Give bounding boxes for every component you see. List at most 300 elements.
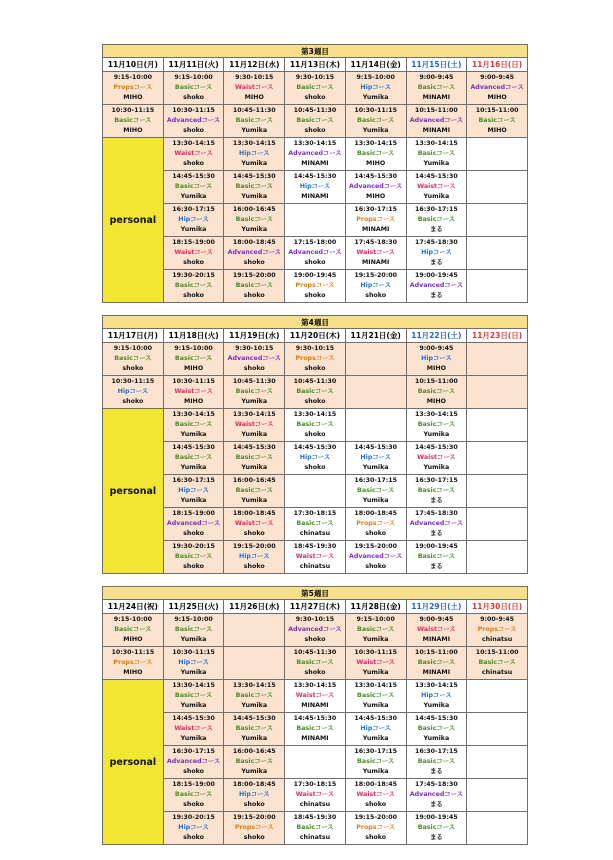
class-course: Advancedコース [166,758,221,765]
class-time: 10:15-11:00 [475,107,519,114]
class-time: 14:45-15:30 [293,444,337,451]
class-time: 13:30-14:15 [232,682,276,689]
class-course: Propsコース [295,282,335,289]
class-course: Waistコース [174,150,213,157]
class-course: Basicコース [357,487,395,494]
class-time: 16:30-17:15 [172,477,215,484]
class-time: 10:15-11:00 [415,378,458,385]
day-header: 11月30日(日) [467,600,528,614]
class-slot[interactable] [345,812,406,845]
class-time: 13:30-14:15 [354,140,398,147]
class-slot[interactable] [406,779,467,812]
class-instructor: MIHO [123,636,143,643]
class-time: 16:30-17:15 [415,206,458,213]
class-course: Hipコース [239,553,270,560]
empty-slot [224,614,285,647]
empty-slot [467,171,528,204]
class-slot[interactable] [163,508,224,541]
class-time: 19:00-19:45 [415,272,458,279]
class-course: Advancedコース [227,249,281,256]
class-time: 16:30-17:15 [354,477,398,484]
class-slot[interactable] [224,138,285,171]
day-header: 11月26日(水) [224,600,285,614]
class-slot[interactable] [345,204,406,237]
class-slot[interactable] [285,779,346,812]
class-time: 10:15-11:00 [475,649,519,656]
class-slot[interactable] [224,204,285,237]
class-slot[interactable] [285,508,346,541]
class-course: Basicコース [357,692,395,699]
class-slot[interactable] [406,409,467,442]
class-slot[interactable] [406,680,467,713]
class-instructor: MIHO [123,94,143,101]
class-time: 9:15-10:00 [113,345,153,352]
class-time: 10:15-11:00 [415,649,458,656]
class-slot[interactable] [406,343,467,376]
class-course: Propsコース [477,626,517,633]
class-instructor: shoko [304,636,326,643]
class-slot[interactable] [224,779,285,812]
class-slot[interactable] [224,746,285,779]
class-slot[interactable] [406,812,467,845]
class-instructor: chinatsu [481,636,513,643]
class-instructor: shoko [183,94,204,101]
class-slot[interactable] [163,614,224,647]
class-slot[interactable] [345,171,406,204]
class-instructor: MINAMI [422,94,451,101]
class-time: 14:45-15:30 [354,444,398,451]
class-time: 14:45-15:30 [232,444,276,451]
day-header: 11月22日(土) [406,329,467,343]
class-time: 10:45-11:30 [293,107,337,114]
class-slot[interactable] [103,647,164,680]
class-slot[interactable] [345,647,406,680]
class-slot[interactable] [285,812,346,845]
day-header: 11月14日(金) [345,58,406,72]
class-time: 18:00-18:45 [354,510,398,517]
class-slot[interactable] [467,72,528,105]
class-course: Basicコース [114,355,152,362]
class-course: Basicコース [417,150,455,157]
class-instructor: Yumika [241,464,268,471]
class-slot[interactable] [224,812,285,845]
class-slot[interactable] [406,376,467,409]
class-course: Basicコース [235,216,273,223]
class-time: 16:00-16:45 [232,477,276,484]
class-instructor: shoko [122,365,144,372]
class-slot[interactable] [345,508,406,541]
class-time: 13:30-14:15 [415,411,458,418]
class-time: 18:15-19:00 [172,781,215,788]
class-slot[interactable] [103,614,164,647]
class-time: 19:00-19:45 [415,543,458,550]
week-title: 第3週目 [103,45,528,58]
class-course: Waistコース [235,520,274,527]
class-course: Basicコース [296,421,334,428]
class-course: Advancedコース [470,84,524,91]
class-time: 13:30-14:15 [415,140,458,147]
class-course: Basicコース [114,626,152,633]
class-instructor: shoko [183,563,204,570]
class-course: Basicコース [174,421,213,428]
class-instructor: shoko [304,669,326,676]
class-instructor: Yumika [362,735,389,742]
class-course: Advancedコース [288,626,342,633]
day-header: 11月28日(金) [345,600,406,614]
class-instructor: Yumika [180,735,207,742]
empty-slot [224,647,285,680]
class-time: 18:45-19:30 [293,814,337,821]
class-instructor: Yumika [180,464,207,471]
class-time: 16:30-17:15 [354,206,398,213]
day-header: 11月19日(水) [224,329,285,343]
class-time: 13:30-14:15 [415,682,458,689]
class-slot[interactable] [163,647,224,680]
class-slot[interactable] [103,343,164,376]
class-slot[interactable] [406,105,467,138]
class-course: Basicコース [357,117,395,124]
class-slot[interactable] [345,541,406,574]
class-time: 13:30-14:15 [172,682,215,689]
class-slot[interactable] [163,442,224,475]
class-slot[interactable] [467,647,528,680]
class-time: 13:30-14:15 [232,411,276,418]
class-slot[interactable] [285,270,346,303]
class-slot[interactable] [345,614,406,647]
class-time: 16:30-17:15 [415,748,458,755]
class-slot[interactable] [224,541,285,574]
class-slot[interactable] [406,475,467,508]
class-instructor: MIHO [426,365,446,372]
class-course: Waistコース [356,791,395,798]
class-instructor: Yumika [241,431,268,438]
class-course: Basicコース [235,282,273,289]
class-course: Basicコース [235,388,273,395]
class-slot[interactable] [224,508,285,541]
class-time: 9:00-9:45 [480,74,515,81]
class-course: Basicコース [174,553,213,560]
class-instructor: まる [430,259,443,266]
class-time: 19:15-20:00 [232,272,276,279]
class-course: Hipコース [421,249,452,256]
class-slot[interactable] [467,105,528,138]
class-slot[interactable] [406,138,467,171]
class-time: 19:15-20:00 [232,814,276,821]
class-time: 9:15-10:00 [356,616,395,623]
class-course: Basicコース [417,659,455,666]
class-slot[interactable] [285,343,346,376]
empty-slot [467,779,528,812]
class-slot[interactable] [163,812,224,845]
class-course: Waistコース [235,84,274,91]
class-instructor: shoko [365,834,387,841]
class-instructor: まる [430,497,443,504]
class-instructor: MINAMI [301,160,329,167]
class-slot[interactable] [345,475,406,508]
class-instructor: Yumika [180,669,207,676]
class-instructor: MINAMI [361,259,390,266]
class-course: Waistコース [174,725,213,732]
day-header: 11月16日(日) [467,58,528,72]
empty-slot [467,204,528,237]
class-course: Basicコース [235,692,273,699]
class-slot[interactable] [285,614,346,647]
class-slot[interactable] [345,713,406,746]
empty-slot [345,409,406,442]
class-slot[interactable] [285,237,346,270]
class-time: 19:15-20:00 [232,543,276,550]
class-instructor: まる [430,801,443,808]
week-title: 第4週目 [103,316,528,329]
empty-slot [285,475,346,508]
class-slot[interactable] [285,105,346,138]
class-slot[interactable] [224,72,285,105]
class-course: Basicコース [174,282,213,289]
class-slot[interactable] [406,614,467,647]
class-slot[interactable] [224,343,285,376]
class-time: 10:45-11:30 [293,649,337,656]
class-course: Advancedコース [349,183,403,190]
class-course: Basicコース [417,553,455,560]
class-instructor: Yumika [180,636,207,643]
class-time: 18:00-18:45 [354,781,398,788]
class-course: Waistコース [174,388,213,395]
class-slot[interactable] [406,204,467,237]
class-slot[interactable] [285,171,346,204]
class-course: Advancedコース [288,150,342,157]
class-time: 10:15-11:00 [415,107,458,114]
class-instructor: Yumika [180,702,207,709]
class-course: Hipコース [360,84,391,91]
class-slot[interactable] [285,72,346,105]
class-instructor: MIHO [426,398,446,405]
class-instructor: MIHO [487,94,507,101]
class-course: Basicコース [478,659,516,666]
class-instructor: まる [430,226,443,233]
class-instructor: shoko [304,365,326,372]
class-course: Advancedコース [166,117,221,124]
class-course: Hipコース [239,150,270,157]
class-slot[interactable] [224,270,285,303]
class-slot[interactable] [103,72,164,105]
class-slot[interactable] [406,713,467,746]
class-slot[interactable] [345,237,406,270]
class-slot[interactable] [285,409,346,442]
class-time: 13:30-14:15 [293,682,337,689]
day-header: 11月20日(木) [285,329,346,343]
class-instructor: shoko [304,94,326,101]
class-time: 13:30-14:15 [172,140,215,147]
class-instructor: shoko [304,127,326,134]
class-instructor: shoko [304,398,326,405]
empty-slot [467,376,528,409]
class-course: Waistコース [417,454,456,461]
class-slot[interactable] [467,614,528,647]
class-slot[interactable] [163,72,224,105]
class-slot[interactable] [345,72,406,105]
class-slot[interactable] [163,541,224,574]
empty-slot [467,475,528,508]
class-course: Basicコース [417,388,455,395]
class-instructor: MINAMI [361,226,390,233]
class-instructor: MINAMI [422,636,451,643]
class-course: Basicコース [417,725,455,732]
class-slot[interactable] [345,746,406,779]
class-slot[interactable] [163,475,224,508]
class-slot[interactable] [103,376,164,409]
class-instructor: MINAMI [301,702,329,709]
class-slot[interactable] [406,508,467,541]
class-instructor: Yumika [180,226,207,233]
empty-slot [467,409,528,442]
class-slot[interactable] [406,237,467,270]
class-slot[interactable] [224,171,285,204]
day-header: 11月15日(土) [406,58,467,72]
class-time: 9:30-10:15 [235,345,274,352]
class-instructor: Yumika [362,127,389,134]
class-course: Hipコース [421,692,452,699]
class-instructor: Yumika [362,94,389,101]
day-header: 11月11日(火) [163,58,224,72]
class-course: Advancedコース [288,249,342,256]
class-time: 9:00-9:45 [480,616,515,623]
week-table [102,315,528,574]
class-course: Hipコース [178,216,209,223]
class-time: 13:30-14:15 [172,411,215,418]
class-time: 16:30-17:15 [172,206,215,213]
class-slot[interactable] [224,713,285,746]
class-instructor: MINAMI [301,193,329,200]
class-slot[interactable] [163,680,224,713]
class-time: 19:30-20:15 [172,814,215,821]
class-slot[interactable] [406,746,467,779]
class-slot[interactable] [406,541,467,574]
class-time: 14:45-15:30 [415,715,458,722]
class-slot[interactable] [224,376,285,409]
class-slot[interactable] [345,680,406,713]
class-instructor: まる [430,563,443,570]
class-course: Waistコース [295,553,335,560]
class-time: 9:30-10:15 [235,74,274,81]
class-slot[interactable] [285,138,346,171]
class-time: 17:30-18:15 [293,781,337,788]
class-time: 19:30-20:15 [172,543,215,550]
class-slot[interactable] [285,647,346,680]
class-slot[interactable] [285,442,346,475]
class-course: Basicコース [417,758,455,765]
class-slot[interactable] [406,171,467,204]
personal-label: personal [103,409,164,574]
class-slot[interactable] [163,746,224,779]
class-slot[interactable] [224,680,285,713]
class-slot[interactable] [406,72,467,105]
class-slot[interactable] [163,105,224,138]
class-time: 9:00-9:45 [419,345,454,352]
class-slot[interactable] [345,442,406,475]
class-slot[interactable] [406,647,467,680]
class-course: Hipコース [178,487,209,494]
class-instructor: MINAMI [422,127,451,134]
week-title: 第5週目 [103,587,528,600]
class-course: Propsコース [356,520,396,527]
class-course: Hipコース [360,282,391,289]
class-instructor: Yumika [362,669,389,676]
class-slot[interactable] [163,138,224,171]
empty-slot [467,237,528,270]
class-time: 10:30-11:15 [172,649,215,656]
class-time: 16:30-17:15 [415,477,458,484]
class-instructor: Yumika [180,431,207,438]
class-slot[interactable] [224,105,285,138]
class-instructor: shoko [183,834,204,841]
class-slot[interactable] [163,204,224,237]
empty-slot [467,343,528,376]
class-time: 10:30-11:15 [172,378,215,385]
class-instructor: shoko [243,365,265,372]
class-slot[interactable] [163,270,224,303]
class-time: 10:45-11:30 [232,378,276,385]
class-time: 10:45-11:30 [232,107,276,114]
class-slot[interactable] [163,779,224,812]
class-instructor: shoko [183,160,204,167]
class-slot[interactable] [285,376,346,409]
class-instructor: Yumika [180,497,207,504]
class-slot[interactable] [285,541,346,574]
class-instructor: Yumika [241,193,268,200]
class-slot[interactable] [163,713,224,746]
class-time: 17:45-18:30 [415,239,458,246]
class-course: Advancedコース [409,117,464,124]
class-slot[interactable] [163,171,224,204]
class-slot[interactable] [406,442,467,475]
class-slot[interactable] [103,105,164,138]
personal-label: personal [103,138,164,303]
class-slot[interactable] [224,475,285,508]
class-instructor: Yumika [423,160,450,167]
class-slot[interactable] [163,237,224,270]
class-slot[interactable] [285,680,346,713]
empty-slot [345,343,406,376]
class-slot[interactable] [345,105,406,138]
class-slot[interactable] [345,779,406,812]
class-course: Basicコース [296,725,334,732]
class-slot[interactable] [224,237,285,270]
class-instructor: shoko [183,127,204,134]
class-slot[interactable] [163,376,224,409]
class-slot[interactable] [163,409,224,442]
class-instructor: Yumika [241,226,268,233]
class-time: 14:45-15:30 [415,173,458,180]
class-slot[interactable] [285,713,346,746]
class-slot[interactable] [224,442,285,475]
class-course: Basicコース [174,84,213,91]
class-course: Waistコース [174,249,213,256]
class-slot[interactable] [224,409,285,442]
empty-slot [345,376,406,409]
class-slot[interactable] [406,270,467,303]
class-instructor: Yumika [241,127,268,134]
class-slot[interactable] [345,270,406,303]
class-slot[interactable] [163,343,224,376]
class-course: Basicコース [235,487,273,494]
class-course: Hipコース [421,355,452,362]
class-time: 10:30-11:15 [354,649,398,656]
class-slot[interactable] [345,138,406,171]
class-course: Basicコース [235,117,273,124]
class-time: 9:30-10:15 [295,345,335,352]
class-time: 17:30-18:15 [293,510,337,517]
class-instructor: chinatsu [299,530,331,537]
